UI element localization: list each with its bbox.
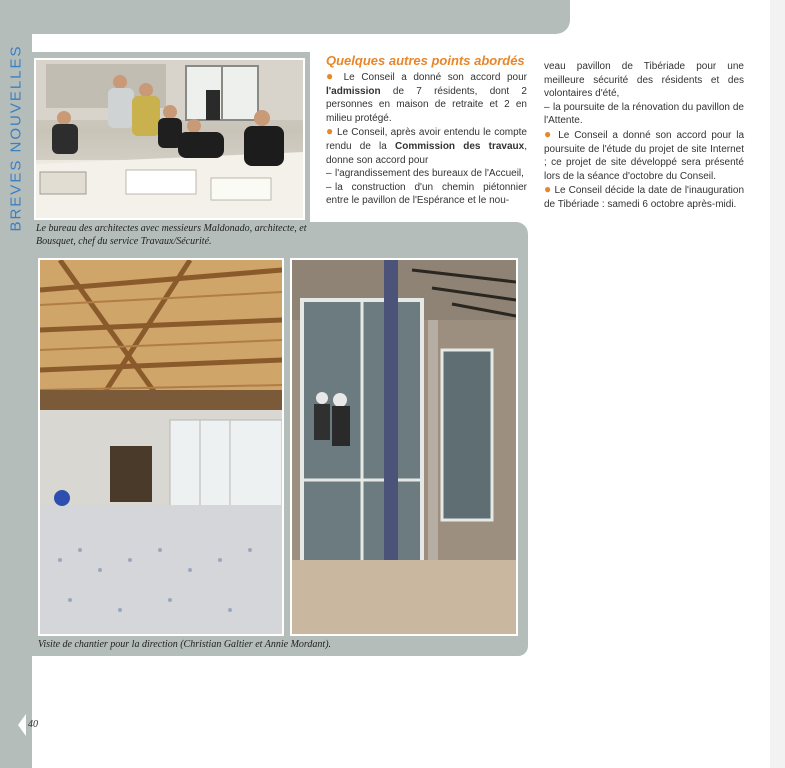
caption-photo2-3: Visite de chantier pour la direction (Christian Galtier et Annie Mordant). [38,639,332,650]
paragraph-continuation: veau pavillon de Tibériade pour une meilleure sécurité des résidents et des volontaires d'été, [544,61,744,100]
paragraph-site-internet: ● Le Conseil a donné son accord pour la poursuite de l'étude du projet de site Internet ; ce projet de site développé sera présenté lors de la séance d'octobre du Conseil. [544,126,745,182]
page-number: 40 [28,719,38,730]
list-item: – l'agrandissement des bureaux de l'Accueil, [326,168,524,180]
paragraph-inauguration: ● Le Conseil décide la date de l'inauguration de Tibériade : samedi 6 octobre après-midi. [544,182,745,210]
paragraph-travaux: ● Le Conseil, après avoir entendu le compte rendu de la Commission des travaux, donne son accord pour [326,124,527,166]
caption-photo1: Le bureau des architectes avec messieurs Maldonado, architecte, et Bousquet, chef du service Travaux/Sécurité. [36,223,307,247]
section-title: BREVES NOUVELLES [7,44,25,232]
bullet-icon: ● [326,124,334,139]
text-column-1 [326,70,527,208]
bottom-area [32,656,770,768]
photo-construction-interior [38,258,284,636]
photo-construction-site [290,258,518,636]
section-heading: Quelques autres points abordés [326,53,525,68]
list-item: – la construction d'un chemin piétonnier entre le pavillon de l'Espérance et le nou- [326,181,527,207]
bullet-icon: ● [326,69,338,83]
text-column-2 [544,60,744,212]
paragraph-admission: ● Le Conseil a donné son accord pour l'admission de 7 résidents, dont 2 personnes en maison de retraite et 2 en milieu protégé. [326,69,528,124]
bullet-icon: ● [544,126,554,141]
bullet-icon: ● [544,182,552,197]
top-band [0,0,570,34]
photo-architects-office [34,58,305,220]
page-edge [770,0,785,768]
list-item: – la poursuite de la rénovation du pavillon de l'Attente. [544,101,744,127]
